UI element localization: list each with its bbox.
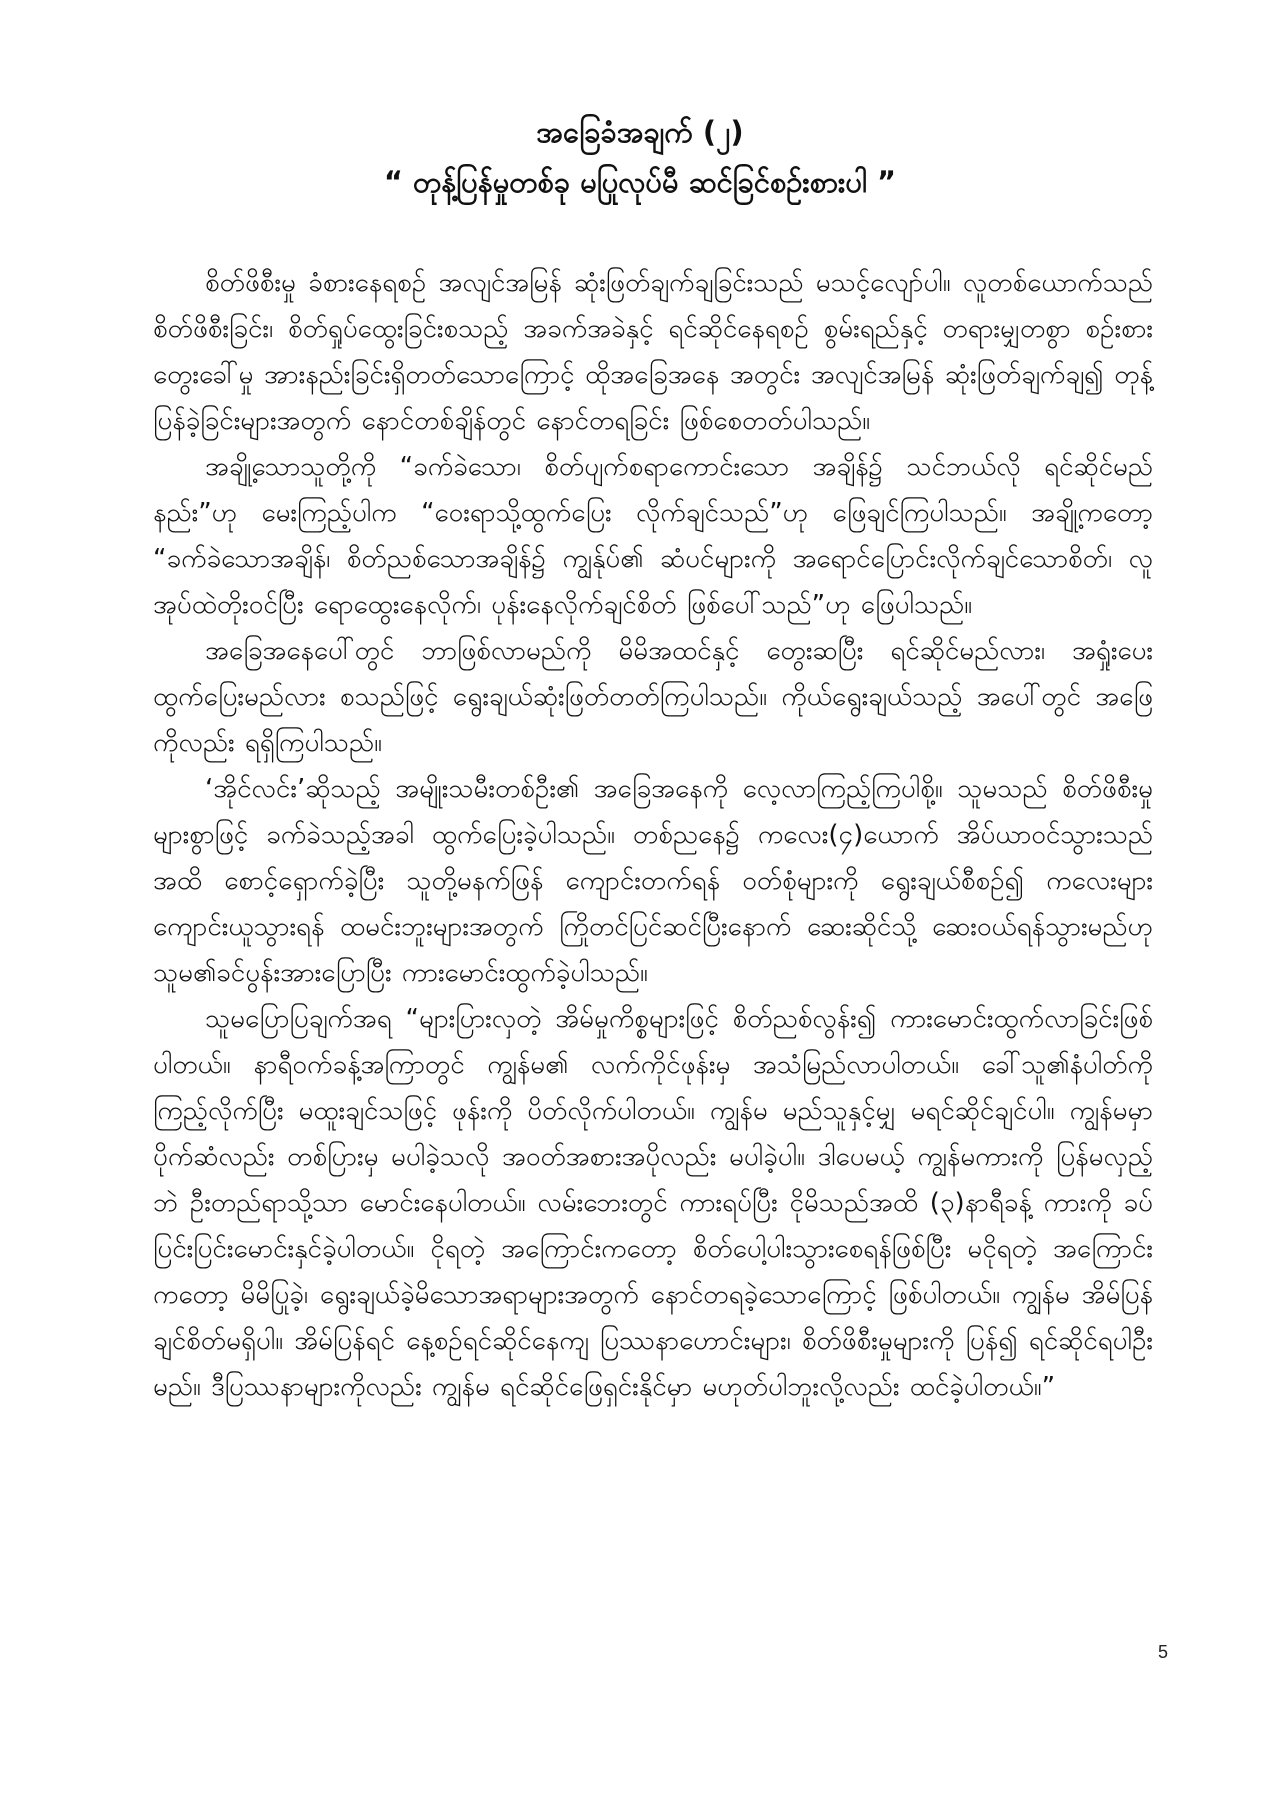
body-text — [153, 260, 1153, 1410]
paragraph-3: အခြေအနေပေါ်တွင် ဘာဖြစ်လာမည်ကို မိမိအထင်နှင့် တွေးဆပြီး ရင်ဆိုင်မည်လား၊ အရှုံးပေးထွက်ပြေးမည်လား စသည်ဖြင့် ရွေးချယ်ဆုံးဖြတ်တတ်ကြပါသည်။ ကိုယ်ရွေးချယ်သည့် အပေါ်တွင် အဖြေကိုလည်း ရရှိကြပါသည်။ — [153, 636, 1153, 758]
paragraph-2: အချို့သောသူတို့ကို “ခက်ခဲသော၊ စိတ်ပျက်စရာကောင်းသော အချိန်၌ သင်ဘယ်လို ရင်ဆိုင်မည်နည်း”ဟု မေးကြည့်ပါက “ဝေးရာသို့ထွက်ပြေး လိုက်ချင်သည်”ဟု ဖြေချင်ကြပါသည်။ အချို့ကတော့ “ခက်ခဲသောအချိန်၊ စိတ်ညစ်သောအချိန်၌ ကျွန်ုပ်၏ ဆံပင်များကို အရောင်ပြောင်းလိုက်ချင်သောစိတ်၊ လူအုပ်ထဲတိုးဝင်ပြီး ရောထွေးနေလိုက်၊ ပုန်းနေလိုက်ချင်စိတ် ဖြစ်ပေါ်သည်”ဟု ဖြေပါသည်။ — [153, 452, 1153, 620]
paragraph-5: သူမပြောပြချက်အရ “များပြားလှတဲ့ အိမ်မှုကိစ္စများဖြင့် စိတ်ညစ်လွန်း၍ ကားမောင်းထွက်လာခြင်းဖြစ်ပါတယ်။ နာရီဝက်ခန့်အကြာတွင် ကျွန်မ၏ လက်ကိုင်ဖုန်းမှ အသံမြည်လာပါတယ်။ ခေါ်သူ၏နံပါတ်ကို ကြည့်လိုက်ပြီး မထူးချင်သဖြင့် ဖုန်းကို ပိတ်လိုက်ပါတယ်။ ကျွန်မ မည်သူနှင့်မျှ မရင်ဆိုင်ချင်ပါ။ ကျွန်မမှာ ပိုက်ဆံလည်း တစ်ပြားမှ မပါခဲ့သလို အဝတ်အစားအပိုလည်း မပါခဲ့ပါ။ ဒါပေမယ့် ကျွန်မကားကို ပြန်မလှည့်ဘဲ ဦးတည်ရာသို့သာ မောင်းနေပါတယ်။ လမ်းဘေးတွင် ကားရပ်ပြီး ငိုမိသည်အထိ (၃)နာရီခန့် ကားကို ခပ်ပြင်းပြင်းမောင်းနှင်ခဲ့ပါတယ်။ ငိုရတဲ့ အကြောင်းကတော့ စိတ်ပေါ့ပါးသွားစေရန်ဖြစ်ပြီး မငိုရတဲ့ အကြောင်းကတော့ မိမိပြုခဲ့၊ ရွေးချယ်ခဲ့မိသောအရာများအတွက် နောင်တရခဲ့သောကြောင့် ဖြစ်ပါတယ်။ ကျွန်မ အိမ်ပြန်ချင်စိတ်မရှိပါ။ အိမ်ပြန်ရင် နေ့စဉ်ရင်ဆိုင်နေကျ ပြဿနာဟောင်းများ၊ စိတ်ဖိစီးမှုများကို ပြန်၍ ရင်ဆိုင်ရပါဦးမည်။ ဒီပြဿနာများကိုလည်း ကျွန်မ ရင်ဆိုင်ဖြေရှင်းနိုင်မှာ မဟုတ်ပါဘူးလို့လည်း ထင်ခဲ့ပါတယ်။” — [153, 1004, 1153, 1402]
page-number: 5 — [1157, 1642, 1168, 1662]
paragraph-1: စိတ်ဖိစီးမှု ခံစားနေရစဉ် အလျင်အမြန် ဆုံးဖြတ်ချက်ချခြင်းသည် မသင့်လျော်ပါ။ လူတစ်ယောက်သည် စိတ်ဖိစီးခြင်း၊ စိတ်ရှုပ်ထွေးခြင်းစသည့် အခက်အခဲနှင့် ရင်ဆိုင်နေရစဉ် စွမ်းရည်နှင့် တရားမျှတစွာ စဉ်းစားတွေးခေါ်မှု အားနည်းခြင်းရှိတတ်သောကြောင့် ထိုအခြေအနေ အတွင်း အလျင်အမြန် ဆုံးဖြတ်ချက်ချ၍ တုန့်ပြန်ခဲ့ခြင်းများအတွက် နောင်တစ်ချိန်တွင် နောင်တရခြင်း ဖြစ်စေတတ်ပါသည်။ — [153, 268, 1153, 436]
page-subtitle: “ တုန့်ပြန်မှုတစ်ခု မပြုလုပ်မီ ဆင်ခြင်စဉ်းစားပါ ” — [383, 165, 897, 199]
paragraph-4: ‘အိုင်လင်း’ဆိုသည့် အမျိုးသမီးတစ်ဦး၏ အခြေအနေကို လေ့လာကြည့်ကြပါစို့။ သူမသည် စိတ်ဖိစီးမှုများစွာဖြင့် ခက်ခဲသည့်အခါ ထွက်ပြေးခဲ့ပါသည်။ တစ်ညနေ၌ ကလေး(၄)ယောက် အိပ်ယာဝင်သွားသည်အထိ စောင့်ရှောက်ခဲ့ပြီး သူတို့မနက်ဖြန် ကျောင်းတက်ရန် ဝတ်စုံများကို ရွေးချယ်စီစဉ်၍ ကလေးများကျောင်းယူသွားရန် ထမင်းဘူးများအတွက် ကြိုတင်ပြင်ဆင်ပြီးနောက် ဆေးဆိုင်သို့ ဆေးဝယ်ရန်သွားမည်ဟု သူမ၏ခင်ပွန်းအားပြောပြီး ကားမောင်းထွက်ခဲ့ပါသည်။ — [153, 774, 1153, 988]
page-title: အခြေခံအချက် (၂) — [536, 115, 744, 149]
